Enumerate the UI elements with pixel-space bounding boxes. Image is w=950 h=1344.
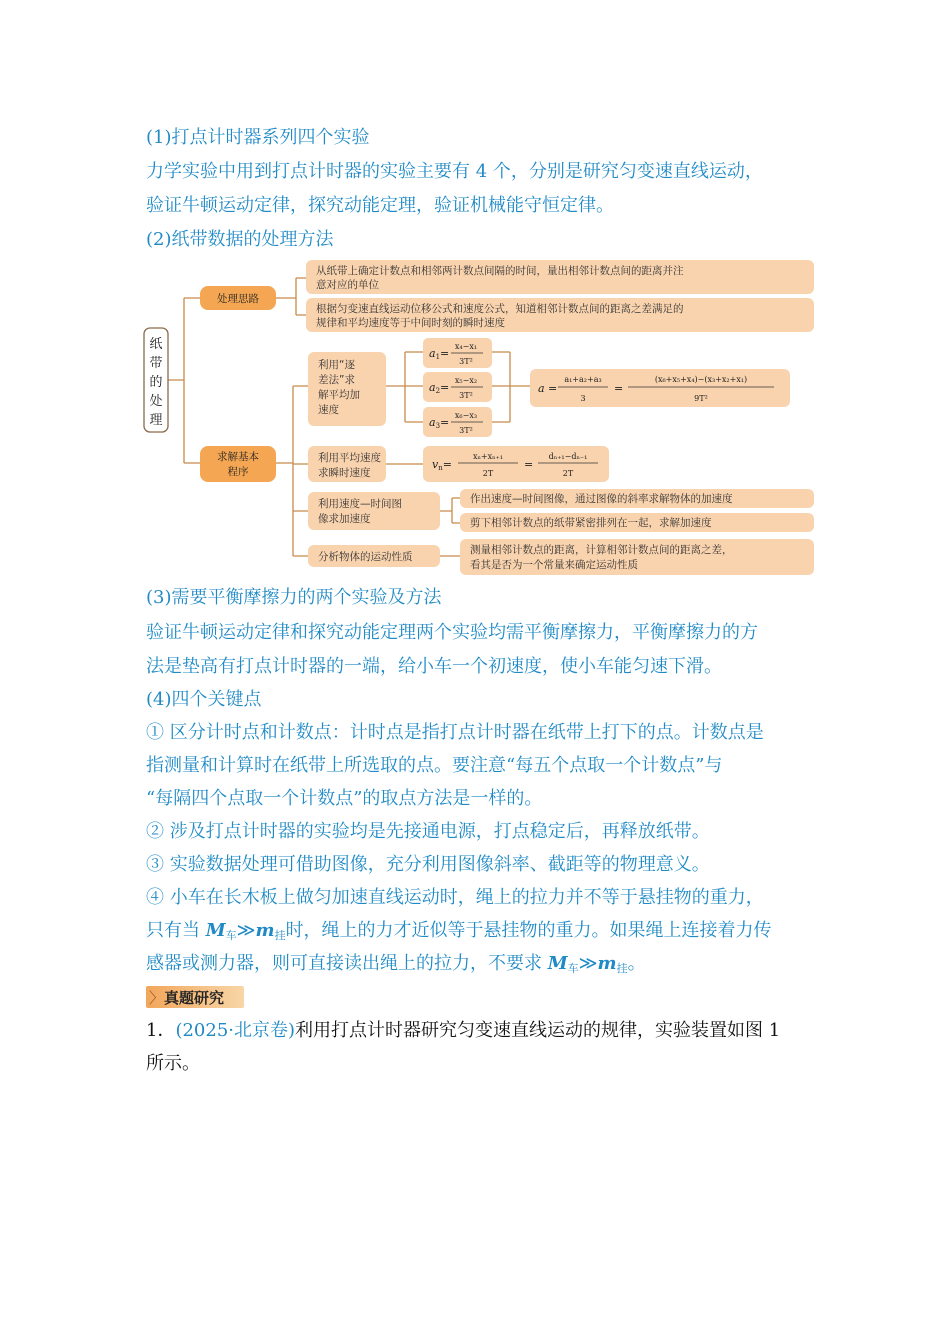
text-run: 只有当 [146,920,200,941]
approach-item-1: 意对应的单位 [316,279,379,291]
svg-text:2T: 2T [482,469,494,478]
method-4-item: 看其是否为一个常量来确定运动性质 [470,559,638,571]
formula-a-average [530,369,790,407]
text-run: 时，绳上的力才近似等于悬挂物的重力。如果绳上连接着力传 [285,920,772,941]
formula-a3 [423,407,492,437]
key-point-1: 指测量和计算时在纸带上所选取的点。要注意“每五个点取一个计数点”与 [146,755,723,776]
svg-text:x₄−x₁: x₄−x₁ [454,342,478,351]
paragraph-line: 验证牛顿运动定律和探究动能定理两个实验均需平衡摩擦力，平衡摩擦力的方 [146,622,758,643]
root-char: 处 [149,394,163,409]
svg-text:=: = [614,382,624,395]
svg-text:a3=: a3= [429,416,450,430]
key-point-1: ① 区分计时点和计数点：计时点是指打点计时器在纸带上打下的点。计数点是 [146,722,764,743]
svg-text:vn=: vn= [432,458,452,472]
svg-text:xₙ+xₙ₊₁: xₙ+xₙ₊₁ [472,452,504,461]
procedure-label: 程序 [227,466,249,478]
svg-text:3: 3 [580,394,586,403]
svg-text:x₆−x₃: x₆−x₃ [454,411,478,420]
svg-text:3T²: 3T² [459,357,473,366]
subscript-car: 车 [225,929,237,942]
key-point-4 [146,919,772,948]
question-text: 利用打点计时器研究匀变速直线运动的规律，实验装置如图 1 [295,1020,781,1041]
formula-a2 [423,372,492,402]
text-run: 。 [627,953,646,974]
procedure-label: 求解基本 [217,451,259,463]
method-3-item-1: 作出速度—时间图像，通过图像的斜率求解物体的加速度 [470,493,733,505]
svg-text:3T²: 3T² [459,426,473,435]
method-1: 解平均加 [318,389,360,401]
method-1: 速度 [318,404,339,416]
key-point-1: “每隔四个点取一个计数点”的取点方法是一样的。 [146,788,543,809]
approach-item-2: 根据匀变速直线运动位移公式和速度公式，知道相邻计数点间的距离之差满足的 [316,303,684,315]
formula-vn [423,446,609,482]
question-number: 1． [146,1020,176,1041]
key-point-2: ② 涉及打点计时器的实验均是先接通电源，打点稳定后，再释放纸带。 [146,821,710,842]
key-point-4: ④ 小车在长木板上做匀加速直线运动时，绳上的拉力并不等于悬挂物的重力， [146,887,764,908]
method-3: 利用速度—时间图 [318,498,402,510]
section-tag [146,986,244,1008]
svg-text:9T²: 9T² [694,394,708,403]
chevron-icon: 〉 [149,989,165,1007]
approach-item-2: 规律和平均速度等于中间时刻的瞬时速度 [316,317,505,329]
svg-text:a2=: a2= [429,381,450,395]
root-char: 理 [149,413,163,428]
much-greater-symbol: ≫ [578,953,598,974]
svg-text:=: = [524,458,534,471]
svg-text:a1=: a1= [429,347,450,361]
math-m: m [255,920,275,941]
math-M: M [547,953,568,974]
method-4: 分析物体的运动性质 [318,551,413,563]
svg-text:a₁+a₂+a₃: a₁+a₂+a₃ [564,375,602,384]
section-heading-3: (3)需要平衡摩擦力的两个实验及方法 [146,587,442,608]
approach-label: 处理思路 [217,293,259,305]
svg-text:3T²: 3T² [459,391,473,400]
method-4-item: 测量相邻计数点的距离，计算相邻计数点间的距离之差， [470,544,733,556]
svg-text:dₙ₊₁−dₙ₋₁: dₙ₊₁−dₙ₋₁ [548,452,588,461]
key-point-3: ③ 实验数据处理可借助图像，充分利用图像斜率、截距等的物理意义。 [146,854,710,875]
paragraph-line: 法是垫高有打点计时器的一端，给小车一个初速度，使小车能匀速下滑。 [146,656,722,677]
root-char: 纸 [149,337,163,352]
math-M: M [205,920,226,941]
subscript-hang: 挂 [616,962,628,975]
paragraph-line: 验证牛顿运动定律，探究动能定理，验证机械能守恒定律。 [146,195,614,216]
tape-processing-diagram [140,256,820,578]
method-3: 像求加速度 [318,513,371,525]
method-1: 利用“逐 [318,359,355,371]
subscript-hang: 挂 [274,929,286,942]
section-heading-2: (2)纸带数据的处理方法 [146,229,334,250]
root-char: 带 [149,356,163,371]
key-point-4 [146,952,646,981]
section-tag-label: 真题研究 [164,989,225,1007]
math-m: m [597,953,617,974]
section-heading-1: (1)打点计时器系列四个实验 [146,127,370,148]
svg-text:(x₆+x₅+x₄)−(x₃+x₂+x₁): (x₆+x₅+x₄)−(x₃+x₂+x₁) [654,375,748,384]
question-source: (2025·北京卷) [175,1020,296,1041]
approach-item-1: 从纸带上确定计数点和相邻两计数点间隔的时间，量出相邻计数点间的距离并注 [316,265,684,277]
paragraph-line: 力学实验中用到打点计时器的实验主要有 4 个，分别是研究匀变速直线运动， [146,161,763,182]
section-heading-4: (4)四个关键点 [146,689,262,710]
method-3-item-2: 剪下相邻计数点的纸带紧密排列在一起，求解加速度 [470,517,712,529]
svg-text:x₅−x₂: x₅−x₂ [454,376,478,385]
method-2: 利用平均速度 [318,452,381,464]
formula-a1 [423,338,492,368]
method-2: 求瞬时速度 [318,467,371,479]
question-1: 所示。 [146,1053,200,1074]
svg-text:a =: a = [538,382,558,395]
much-greater-symbol: ≫ [236,920,256,941]
subscript-car: 车 [567,962,579,975]
question-1 [146,1019,780,1043]
method-1: 差法”求 [318,374,355,386]
svg-text:2T: 2T [562,469,574,478]
root-char: 的 [149,375,163,390]
text-run: 感器或测力器，则可直接读出绳上的拉力，不要求 [146,953,542,974]
